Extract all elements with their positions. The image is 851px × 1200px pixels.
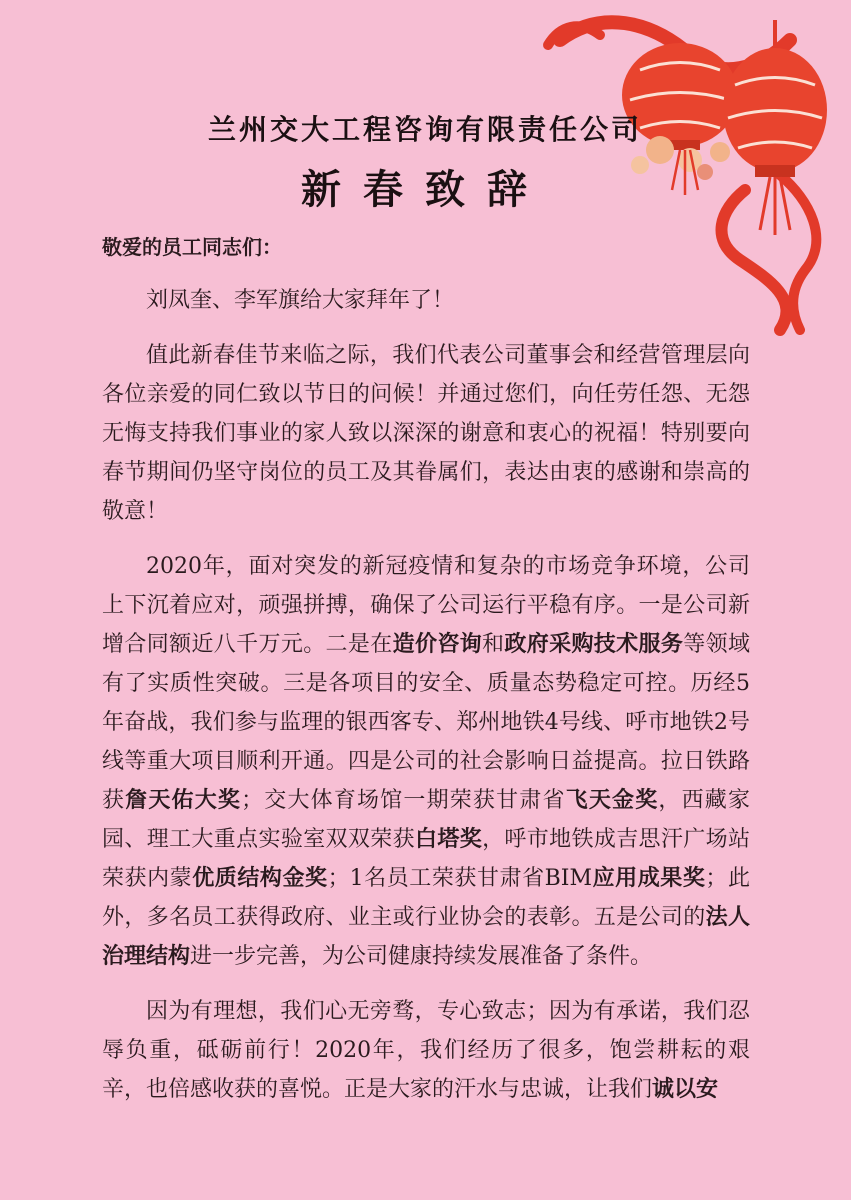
text-run: ；此外，多名员工获得政府、业主或行业协会的表彰。五是公司的 <box>102 866 750 930</box>
text-run: ；交大体育场馆一期荣获甘肃省 <box>241 788 566 813</box>
salutation: 敬爱的员工同志们： <box>102 235 282 259</box>
letter-body <box>102 228 750 1125</box>
document-title: 新春致辞 <box>301 167 549 213</box>
text-run: ；1名员工荣获甘肃省BIM <box>327 866 593 891</box>
text-run: ，呼市地铁成吉思汗广场站荣获内蒙 <box>102 827 750 891</box>
paragraph-thanks: 值此新春佳节来临之际，我们代表公司董事会和经营管理层向各位亲爱的同仁致以节日的问候！并通过您们，向任劳任怨、无怨无悔支持我们事业的家人致以深深的谢意和衷心的祝福！特别要向春节期间仍坚守岗位的员工及其眷属们，表达由衷的感谢和崇高的敬意！ <box>102 343 750 524</box>
paragraph-reflection <box>102 992 750 1109</box>
text-run: ，西藏家园、理工大重点实验室双双荣获 <box>102 788 750 852</box>
bold-text: 优质结构金奖 <box>192 866 328 891</box>
text-run: 和 <box>482 632 505 657</box>
bold-text: 詹天佑大奖 <box>125 788 242 813</box>
flower <box>710 142 730 162</box>
text-run: 因为有理想，我们心无旁骛，专心致志；因为有承诺，我们忍辱负重，砥砺前行！2020年，我们经历了很多，饱尝耕耘的艰辛，也倍感收获的喜悦。正是大家的汗水与忠诚，让我们 <box>102 999 750 1102</box>
paragraph-greeting: 刘凤奎、李军旗给大家拜年了！ <box>146 288 455 313</box>
text-run: 进一步完善，为公司健康持续发展准备了条件。 <box>190 944 653 969</box>
paragraph-achievements <box>102 547 750 976</box>
bold-text: 飞天金奖 <box>565 788 659 813</box>
bold-text: 诚以安 <box>652 1077 719 1102</box>
bold-text: 应用成果奖 <box>592 866 706 891</box>
bold-text: 政府采购技术服务 <box>504 632 684 657</box>
bold-text: 白塔奖 <box>414 827 483 852</box>
bold-text: 法人治理结构 <box>102 905 750 969</box>
company-name: 兰州交大工程咨询有限责任公司 <box>207 113 642 146</box>
bold-text: 造价咨询 <box>392 632 483 657</box>
text-run: 2020年，面对突发的新冠疫情和复杂的市场竞争环境，公司上下沉着应对，顽强拼搏，确保了公司运行平稳有序。一是公司新增合同额近八千万元。二是在 <box>102 554 750 657</box>
text-run: 等领域有了实质性突破。三是各项目的安全、质量态势稳定可控。历经5年奋战，我们参与监理的银西客专、郑州地铁4号线、呼市地铁2号线等重大项目顺利开通。四是公司的社会影响日益提高。拉日铁路获 <box>102 632 750 813</box>
